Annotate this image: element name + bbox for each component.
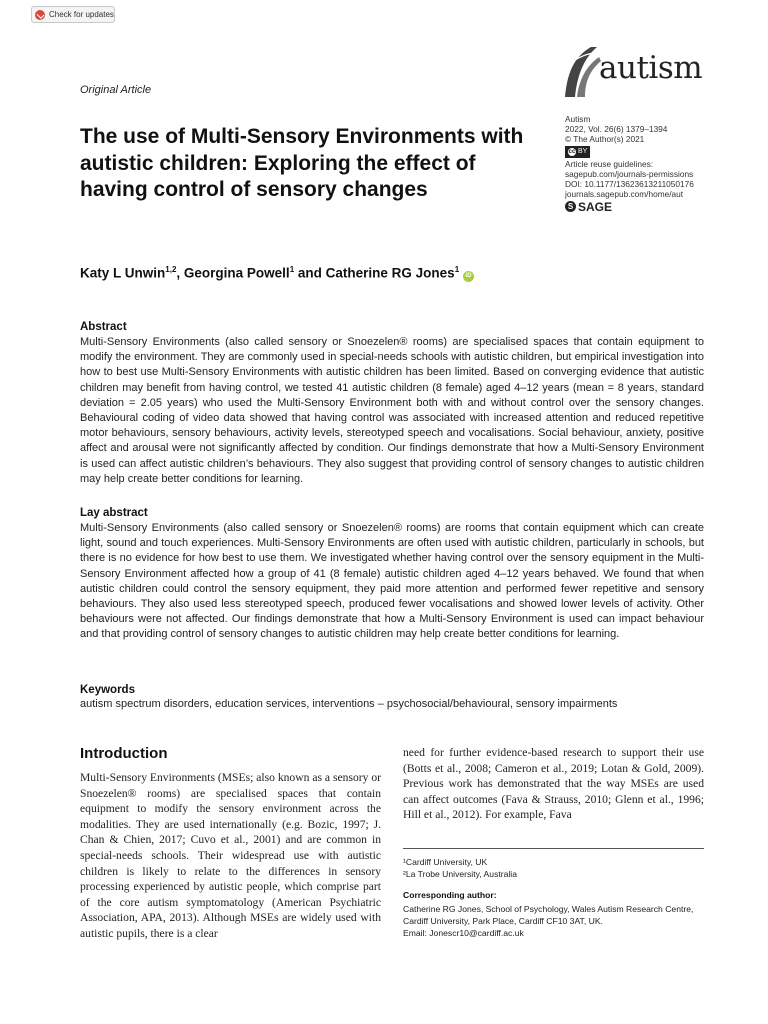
introduction-heading: Introduction bbox=[80, 745, 168, 762]
publisher-logo bbox=[565, 201, 740, 212]
journal-logo-wordmark: autism bbox=[599, 50, 703, 86]
cc-icon: cc bbox=[568, 148, 576, 155]
cc-license-badge[interactable] bbox=[565, 146, 590, 158]
corresponding-author-heading: Corresponding author: bbox=[403, 890, 497, 900]
orcid-icon[interactable]: iD bbox=[463, 271, 474, 282]
author-name: Katy L Unwin bbox=[80, 265, 166, 281]
journal-logo bbox=[563, 45, 705, 100]
author-name: Catherine RG Jones bbox=[325, 265, 455, 281]
author-affiliation-mark: 1 bbox=[454, 265, 460, 274]
abstract-heading: Abstract bbox=[80, 321, 127, 333]
article-type: Original Article bbox=[80, 84, 152, 96]
author-affiliation-mark: 1,2 bbox=[165, 265, 177, 274]
author-name: Georgina Powell bbox=[183, 265, 290, 281]
corresponding-author-email[interactable]: Email: Jonescr10@cardiff.ac.uk bbox=[403, 928, 524, 939]
affiliations bbox=[403, 856, 517, 880]
lay-abstract-heading: Lay abstract bbox=[80, 507, 148, 519]
author-separator: and bbox=[294, 265, 326, 281]
corresponding-author-address: Catherine RG Jones, School of Psychology, Wales Autism Research Centre, Cardiff University, Park Place, Cardiff CF10 3AT, UK. bbox=[403, 904, 694, 927]
introduction-right-column: need for further evidence-based research to support their use (Botts et al., 2008; Cameron et al., 2019; Lotan & Gold, 2009). Previous work has demonstrated that the way MSEs are used can affect outcomes (Fava & Strauss, 2010; Glenn et al., 1996; Hill et al., 2012). For example, Fava bbox=[403, 746, 704, 822]
journal-volume: 2022, Vol. 26(6) 1379–1394 bbox=[565, 124, 668, 135]
keywords-text: autism spectrum disorders, education services, interventions – psychosocial/behavioural, sensory impairments bbox=[80, 698, 618, 710]
journal-link[interactable]: journals.sagepub.com/home/aut bbox=[565, 189, 684, 200]
article-title: The use of Multi-Sensory Environments with autistic children: Exploring the effect of having control of sensory changes bbox=[80, 125, 524, 201]
reuse-label: Article reuse guidelines: bbox=[565, 158, 654, 169]
corresponding-author-details bbox=[403, 903, 704, 940]
abstract-text: Multi-Sensory Environments (also called sensory or Snoezelen® rooms) are specialised spaces that contain equipment to modify the environment. They are commonly used in special-needs schools with autistic children, but empirical investigation into how to best use Multi-Sensory Environments with autistic children has been limited. Based on converging evidence that autistic children may benefit from having control, we tested 41 autistic children (8 female) aged 4–12 years (mean = 8 years, standard deviation = 2.05 years) who used the Multi-Sensory Environment both with and without control over the sensory changes. Behavioural coding of video data showed that having control was associated with increased attention and reduced repetitive motor behaviours, sensory behaviours, activity levels, stereotyped speech and vocalisations. Social behaviour, anxiety, positive affect and arousal were not significantly affected by condition. Our findings demonstrate that how a Multi-Sensory Environment is used can affect autistic children’s behaviours. They also suggest that providing control of sensory changes to autistic children may help create better conditions for learning. bbox=[80, 336, 704, 485]
cc-license-label: BY bbox=[578, 147, 588, 155]
journal-name: Autism bbox=[565, 114, 591, 124]
sage-icon: S bbox=[565, 201, 576, 212]
author-affiliation-mark: 1 bbox=[289, 265, 295, 274]
affiliation-1: ¹Cardiff University, UK bbox=[403, 857, 488, 867]
keywords-heading: Keywords bbox=[80, 684, 135, 696]
check-updates-icon bbox=[35, 10, 45, 20]
introduction-left-column: Multi-Sensory Environments (MSEs; also known as a sensory or Snoezelen® rooms) are specialised spaces that contain equipment to modify the sensory environment across the modalities. They are used internationally (e.g. Bozic, 1997; J. Chan & Chien, 2017; Cuvo et al., 2001) and are common in special-needs schools. Their widespread use with autistic children is likely to relate to the differences in sensory processing experienced by autistic people, which comprise part of the core autism symptomatology (American Psychiatric Association, APA, 2013). Although MSEs are widely used with autistic pupils, there is a clear bbox=[80, 771, 381, 940]
check-for-updates-button[interactable] bbox=[31, 6, 115, 23]
journal-meta bbox=[565, 114, 740, 212]
journal-copyright: © The Author(s) 2021 bbox=[565, 134, 645, 145]
lay-abstract-text: Multi-Sensory Environments (also called sensory or Snoezelen® rooms) are rooms that contain equipment which can create light, sound and touch experiences. Multi-Sensory Environments are often used with autistic children, particularly in schools, but there is no evidence for how best to use them. We investigated whether having control over the sensory equipment in the Multi-Sensory Environment affected how a group of 41 (8 female) autistic children aged 4–12 years behaved. We found that when autistic children could control the sensory equipment, they paid more attention and performed fewer repetitive and sensory behaviours. They also used less stereotyped speech, produced fewer vocalisations and showed lower levels of activity. Other behaviours were not affected. Our findings demonstrate that how a Multi-Sensory Environment is used can impact behaviour and that providing control of sensory changes to autistic children may help create better conditions for learning. bbox=[80, 522, 704, 641]
doi[interactable]: DOI: 10.1177/13623613211050176 bbox=[565, 179, 694, 190]
author-list bbox=[80, 265, 474, 282]
affiliation-2: ²La Trobe University, Australia bbox=[403, 869, 517, 879]
check-for-updates-label: Check for updates bbox=[49, 10, 114, 19]
author-separator: , bbox=[176, 265, 184, 281]
footnote-divider bbox=[403, 848, 704, 849]
journal-logo-swirl-icon bbox=[563, 45, 603, 100]
publisher-name: SAGE bbox=[578, 199, 613, 214]
reuse-link[interactable]: sagepub.com/journals-permissions bbox=[565, 168, 694, 179]
